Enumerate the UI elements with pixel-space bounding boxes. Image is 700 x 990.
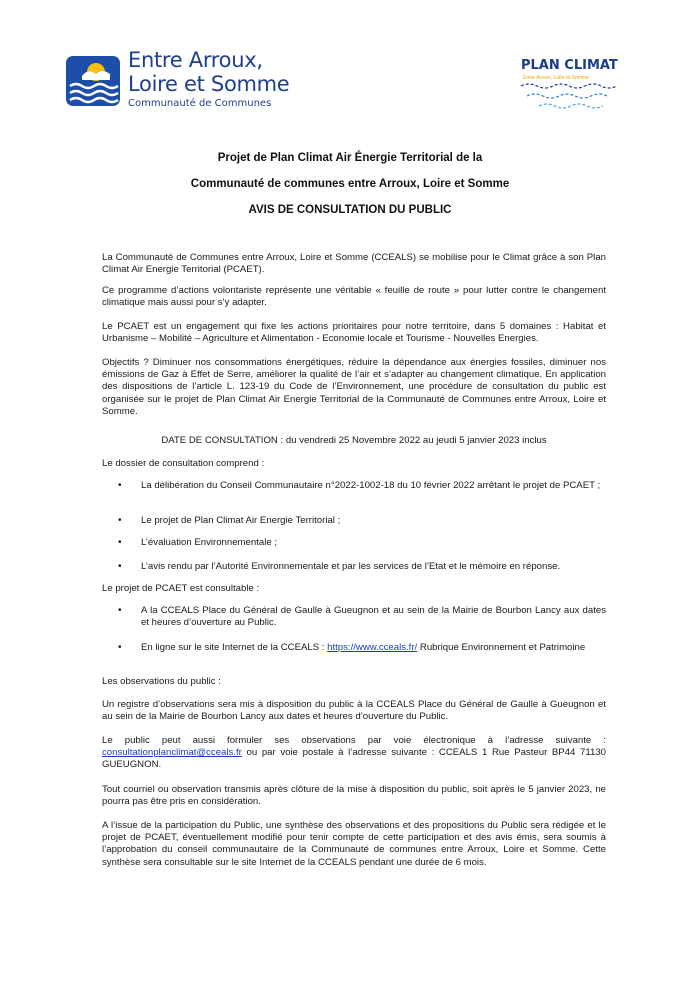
consult-online-text: En ligne sur le site Internet de la CCEALS : — [141, 642, 328, 653]
bullet-icon: • — [118, 515, 122, 526]
org-name-line2: Loire et Somme — [128, 72, 290, 96]
paragraph-synthese: A l’issue de la participation du Public, une synthèse des observations et des propositions du Public sera rédigée et le projet de PCAET, éventuellement modifié pour tenir compte de cette participation et des avis émis, sera soumis à l’approbation du conseil communautaire de la Communauté de communes entre Arroux, Loire et Somme. Cette synthèse sera consultable sur le site Internet de la CCEALS pendant une durée de 6 mois. — [102, 820, 606, 868]
org-subtitle: Communauté de Communes — [128, 98, 272, 109]
paragraph-programme: Ce programme d’actions volontariste représente une véritable « feuille de route » pour lutter contre le changement climatique mais aussi pour s’y adapter. — [102, 285, 606, 309]
bullet-icon: • — [118, 605, 122, 616]
waves-icon — [515, 82, 627, 118]
paragraph-registre: Un registre d’observations sera mis à disposition du public à la CCEALS Place du Général de Gaulle à Gueugnon et au sein de la Mairie de Bourbon Lancy aux dates et heures d’ouverture du Public. — [102, 699, 606, 723]
plan-logo-subtitle: Entre Arroux, Loire et Somme — [523, 75, 589, 81]
paragraph-domains: Le PCAET est un engagement qui fixe les actions prioritaires pour notre territoire, dans 5 domaines : Habitat et Urbanisme – Mobilité – Agriculture et Alimentation - Economie locale et Tourisme - Nouvelles Energies. — [102, 321, 606, 345]
consult-item-onsite: A la CCEALS Place du Général de Gaulle à Gueugnon et au sein de la Mairie de Bourbon Lancy aux dates et heures d’ouverture au Public. — [141, 605, 606, 629]
electronic-text: Le public peut aussi formuler ses observations par voie électronique à l’adresse suivante : — [102, 735, 606, 746]
observations-intro: Les observations du public : — [102, 676, 221, 687]
org-name-line1: Entre Arroux, — [128, 48, 263, 72]
cceals-emblem-icon — [66, 56, 120, 106]
plan-logo-title: PLAN CLIMAT — [521, 58, 618, 73]
dossier-item: L’évaluation Environnementale ; — [141, 537, 278, 548]
consult-online-rubrique: Rubrique Environnement et Patrimoine — [417, 642, 586, 653]
doc-title-line2: Communauté de communes entre Arroux, Loire et Somme — [190, 178, 510, 190]
bullet-icon: • — [118, 561, 122, 572]
postal-text: ou par voie postale à l’adresse suivante : CCEALS 1 Rue Pasteur BP44 71130 GUEUGNON. — [102, 747, 606, 771]
doc-title-line3: AVIS DE CONSULTATION DU PUBLIC — [248, 204, 452, 216]
consult-intro: Le projet de PCAET est consultable : — [102, 583, 260, 594]
plan-climat-logo — [515, 58, 627, 118]
doc-title-line1: Projet de Plan Climat Air Énergie Territorial de la — [217, 152, 483, 164]
bullet-icon: • — [118, 480, 122, 491]
dossier-item: La délibération du Conseil Communautaire n°2022-1002-18 du 10 février 2022 arrêtant le projet de PCAET ; — [141, 480, 601, 491]
dossier-intro: Le dossier de consultation comprend : — [102, 458, 265, 469]
bullet-icon: • — [118, 537, 122, 548]
cceals-logo — [66, 50, 306, 112]
cceals-website-link[interactable]: https://www.cceals.fr/ — [327, 642, 418, 653]
consult-item-online — [141, 642, 606, 654]
paragraph-objectives: Objectifs ? Diminuer nos consommations énergétiques, réduire la dépendance aux énergies fossiles, diminuer nos émissions de Gaz à Effet de Serre, améliorer la qualité de l’air et s’adapter au changement climatique. En application des dispositions de l’article L. 123-19 du Code de l’Environnement, une procédure de consultation du public est organisée sur le projet de Plan Climat Air Energie Territorial de la Communauté de Communes entre Arroux, Loire et Somme. — [102, 357, 606, 417]
paragraph-deadline: Tout courriel ou observation transmis après clôture de la mise à disposition du public, soit après le 5 janvier 2023, ne pourra pas être pris en considération. — [102, 784, 606, 808]
email-link[interactable]: consultationplanclimat@cceals.fr — [102, 747, 242, 759]
bullet-icon: • — [118, 642, 122, 653]
paragraph-electronic — [102, 735, 606, 772]
dossier-item: L’avis rendu par l’Autorité Environnementale et par les services de l’Etat et le mémoire en réponse. — [141, 561, 561, 572]
consultation-dates: DATE DE CONSULTATION : du vendredi 25 Novembre 2022 au jeudi 5 janvier 2023 inclus — [161, 435, 547, 446]
dossier-item: Le projet de Plan Climat Air Energie Territorial ; — [141, 515, 341, 526]
paragraph-intro: La Communauté de Communes entre Arroux, Loire et Somme (CCEALS) se mobilise pour le Climat grâce à son Plan Climat Air Energie Territorial (PCAET). — [102, 252, 606, 276]
